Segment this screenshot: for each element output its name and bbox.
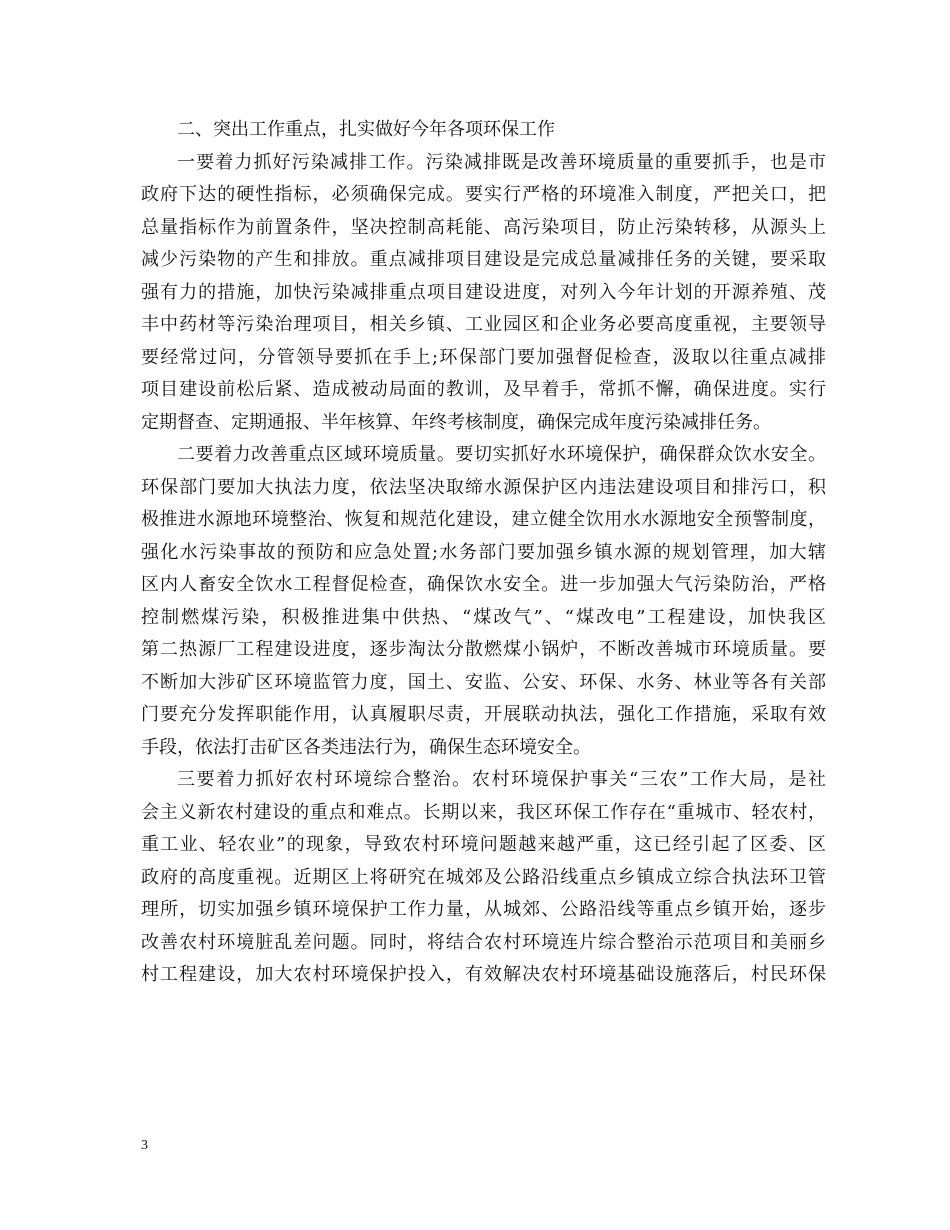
paragraph-regional-environment — [141, 439, 826, 764]
paragraph-line: 不断加大涉矿区环境监管力度，国土、安监、公安、环保、水务、林业等各有关部 — [141, 671, 826, 693]
paragraph-line: 会主义新农村建设的重点和难点。长期以来，我区环保工作存在“重城市、轻农村， — [141, 801, 826, 823]
paragraph-line: 门要充分发挥职能作用，认真履职尽责，开展联动执法，强化工作措施，采取有效 — [141, 704, 826, 725]
paragraph-line: 控制燃煤污染，积极推进集中供热、“煤改气”、“煤改电”工程建设，加快我区 — [141, 606, 826, 628]
paragraph-line: 手段，依法打击矿区各类违法行为，确保生态环境安全。 — [141, 736, 591, 758]
paragraph-line: 三要着力抓好农村环境综合整治。农村环境保护事关“三农”工作大局，是社 — [177, 769, 826, 790]
paragraph-line: 二要着力改善重点区域环境质量。要切实抓好水环境保护，确保群众饮水安全。 — [177, 444, 826, 465]
paragraph-line: 环保部门要加大执法力度，依法坚决取缔水源保护区内违法建设项目和排污口，积 — [141, 476, 826, 498]
section-heading: 二、突出工作重点，扎实做好今年各项环保工作 — [177, 119, 555, 140]
paragraph-line: 理所，切实加强乡镇环境保护工作力量，从城郊、公路沿线等重点乡镇开始，逐步 — [141, 899, 826, 920]
paragraph-line: 一要着力抓好污染减排工作。污染减排既是改善环境质量的重要抓手，也是市 — [177, 151, 826, 173]
paragraph-line: 减少污染物的产生和排放。重点减排项目建设是完成总量减排任务的关键，要采取 — [141, 249, 826, 270]
paragraph-line: 村工程建设，加大农村环境保护投入，有效解决农村环境基础设施落后，村民环保 — [141, 964, 826, 985]
paragraph-rural-environment — [141, 764, 826, 992]
paragraph-line: 重工业、轻农业”的现象，导致农村环境问题越来越严重，这已经引起了区委、区 — [141, 834, 826, 855]
paragraph-pollution-reduction — [141, 147, 826, 440]
page-number: 3 — [141, 1138, 148, 1153]
paragraph-line: 政府的高度重视。近期区上将研究在城郊及公路沿线重点乡镇成立综合执法环卫管 — [141, 866, 826, 888]
paragraph-line: 要经常过问，分管领导要抓在手上;环保部门要加强督促检查，汲取以往重点减排 — [141, 346, 826, 368]
paragraph-line: 定期督查、定期通报、半年核算、年终考核制度，确保完成年度污染减排任务。 — [141, 411, 771, 433]
paragraph-line: 第二热源厂工程建设进度，逐步淘汰分散燃煤小锅炉，不断改善城市环境质量。要 — [141, 639, 826, 660]
paragraph-line: 项目建设前松后紧、造成被动局面的教训，及早着手，常抓不懈，确保进度。实行 — [141, 379, 826, 400]
paragraph-line: 强化水污染事故的预防和应急处置;水务部门要加强乡镇水源的规划管理，加大辖 — [141, 541, 826, 563]
paragraph-line: 政府下达的硬性指标，必须确保完成。要实行严格的环境准入制度，严把关口，把 — [141, 184, 826, 205]
paragraph-line: 极推进水源地环境整治、恢复和规范化建设，建立健全饮用水水源地安全预警制度， — [141, 509, 826, 530]
document-body — [141, 114, 826, 992]
paragraph-line: 区内人畜安全饮水工程督促检查，确保饮水安全。进一步加强大气污染防治，严格 — [141, 574, 826, 595]
paragraph-line: 改善农村环境脏乱差问题。同时，将结合农村环境连片综合整治示范项目和美丽乡 — [141, 931, 826, 953]
paragraph-line: 强有力的措施，加快污染减排重点项目建设进度，对列入今年计划的开源养殖、茂 — [141, 281, 826, 303]
paragraph-line: 总量指标作为前置条件，坚决控制高耗能、高污染项目，防止污染转移，从源头上 — [141, 216, 826, 238]
paragraph-line: 丰中药材等污染治理项目，相关乡镇、工业园区和企业务必要高度重视，主要领导 — [141, 314, 826, 335]
